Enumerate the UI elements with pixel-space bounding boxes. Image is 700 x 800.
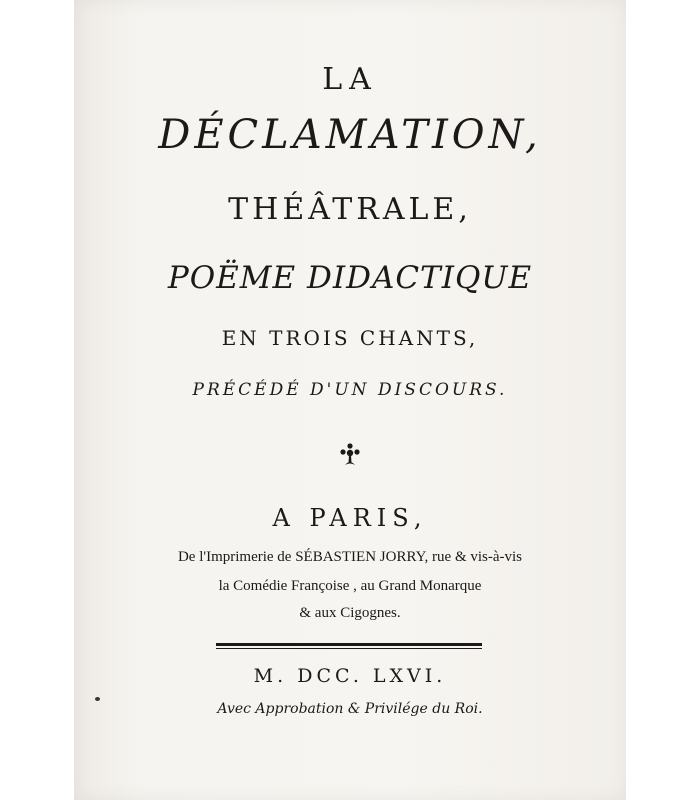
fleuron-ornament-icon (339, 443, 361, 467)
subtitle-poeme-didactique: POËME DIDACTIQUE (167, 260, 533, 296)
title-line-declamation: DÉCLAMATION, (158, 112, 542, 158)
imprint-line-3: & aux Cigognes. (299, 605, 401, 621)
title-line-la: LA (322, 62, 378, 97)
imprint-line-1: De l'Imprimerie de SÉBASTIEN JORRY, rue & vis-à-vis (177, 549, 523, 565)
imprint-line-2: la Comédie Françoise , au Grand Monarque (218, 578, 482, 594)
privilege-notice: Avec Approbation & Privilége du Roi. (217, 701, 483, 717)
subtitle-trois-chants: EN TROIS CHANTS, (221, 326, 479, 350)
double-rule-divider (216, 643, 482, 649)
ink-spot (95, 697, 100, 701)
title-line-theatrale: THÉÂTRALE, (228, 192, 472, 227)
subtitle-discours: PRÉCÉDÉ D'UN DISCOURS. (192, 380, 508, 400)
imprint-place: A PARIS, (272, 504, 428, 532)
publication-year: M. DCC. LXVI. (253, 665, 447, 687)
